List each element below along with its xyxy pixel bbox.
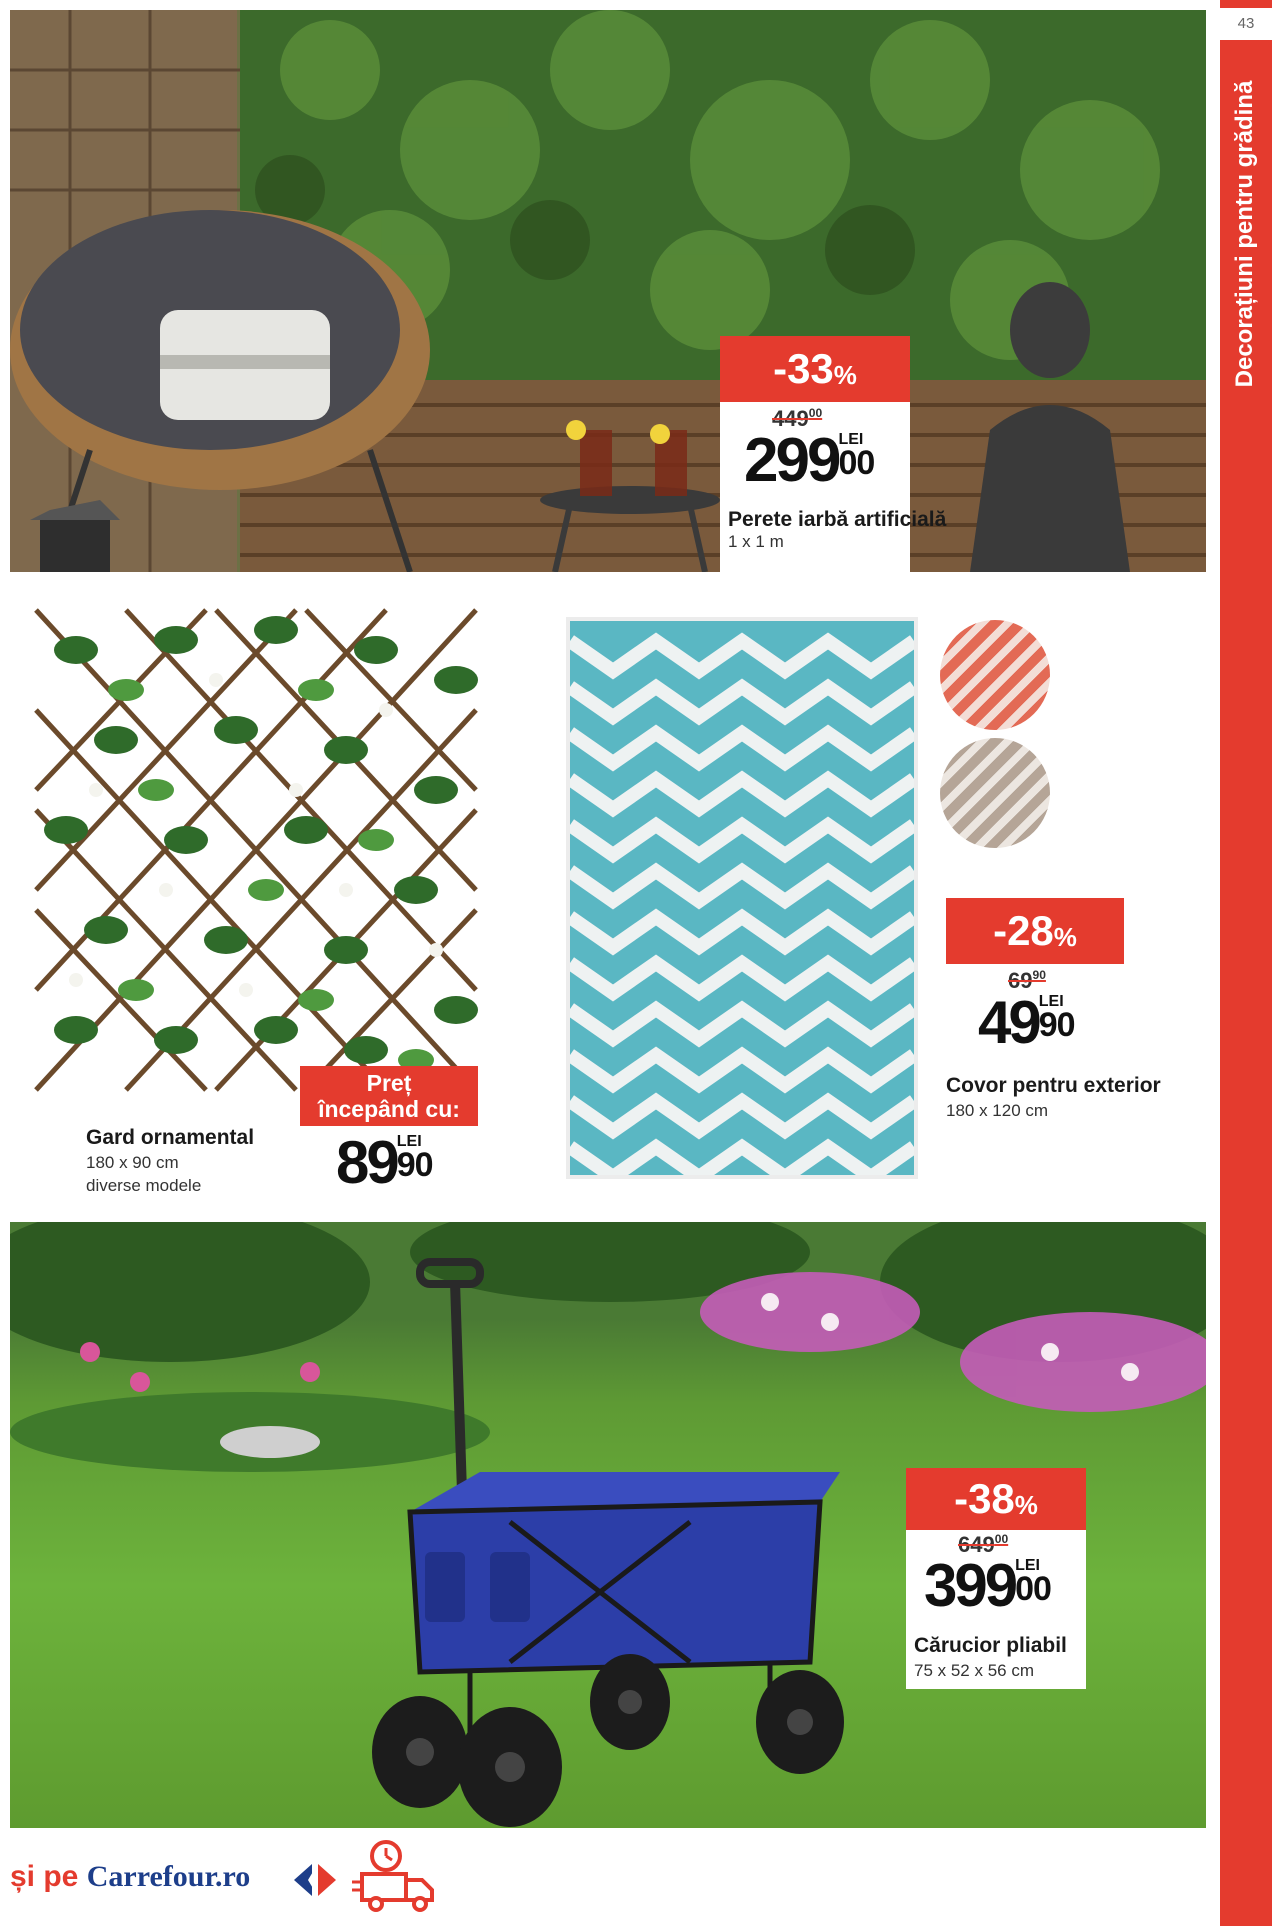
price-from-label: Preț începând cu:: [300, 1066, 478, 1126]
product-dimensions: 180 x 90 cm: [86, 1153, 179, 1172]
footer-prefix: și pe: [10, 1860, 79, 1893]
patio-scene-illustration: [10, 10, 1206, 572]
trellis-leaves-illustration: [16, 590, 496, 1110]
rug-variant-swatch-coral[interactable]: [940, 620, 1050, 730]
discount-label: -28%: [946, 898, 1124, 964]
ornamental-fence-image: [16, 590, 496, 1110]
price-badge-wagon: [906, 1468, 1086, 1628]
product-info-wagon: [906, 1628, 1086, 1689]
product-info-grass-wall: [728, 508, 946, 552]
product-note: diverse modele: [86, 1176, 202, 1195]
price-badge-fence: [300, 1066, 478, 1196]
new-price: 49 LEI 90: [978, 989, 1075, 1056]
product-name: Cărucior pliabil: [914, 1634, 1067, 1657]
artificial-grass-wall-photo: [10, 10, 1206, 572]
folding-wagon-photo: [10, 1222, 1206, 1828]
price-badge-rug: [946, 898, 1124, 1066]
product-name: Gard ornamental: [86, 1126, 255, 1149]
page-number: 43: [1220, 8, 1272, 40]
old-price: $69^{90}$: [1008, 968, 1046, 993]
discount-label: -33%: [720, 336, 910, 402]
product-dimensions: 180 x 120 cm: [946, 1101, 1049, 1120]
chevron-pattern-illustration: [570, 621, 914, 1175]
product-info-fence: [86, 1126, 254, 1196]
section-title: Decorațiuni pentru grădină: [1231, 80, 1258, 388]
old-price: $449^{00}$: [772, 406, 823, 431]
delivery-truck-icon: [352, 1834, 442, 1914]
old-price: $649^{00}$: [958, 1532, 1009, 1557]
product-name: Perete iarbă artificială: [728, 508, 947, 531]
product-dimensions: 75 x 52 x 56 cm: [914, 1661, 1035, 1680]
discount-label: -38%: [906, 1468, 1086, 1530]
product-dimensions: 1 x 1 m: [728, 532, 784, 551]
new-price: 89 LEI 90: [300, 1126, 478, 1192]
carrefour-logo-icon: [290, 1860, 340, 1900]
new-price: 399 LEI 00: [924, 1552, 1051, 1619]
footer-online-promo[interactable]: [10, 1860, 250, 1894]
outdoor-rug-image: [566, 617, 918, 1179]
footer-brand-link[interactable]: Carrefour.ro: [86, 1860, 251, 1893]
new-price: 299 LEI 00: [744, 426, 875, 495]
rug-variant-swatch-beige[interactable]: [940, 738, 1050, 848]
product-info-rug: [946, 1074, 1161, 1121]
section-sidebar: [1220, 0, 1272, 1926]
product-name: Covor pentru exterior: [946, 1074, 1161, 1097]
